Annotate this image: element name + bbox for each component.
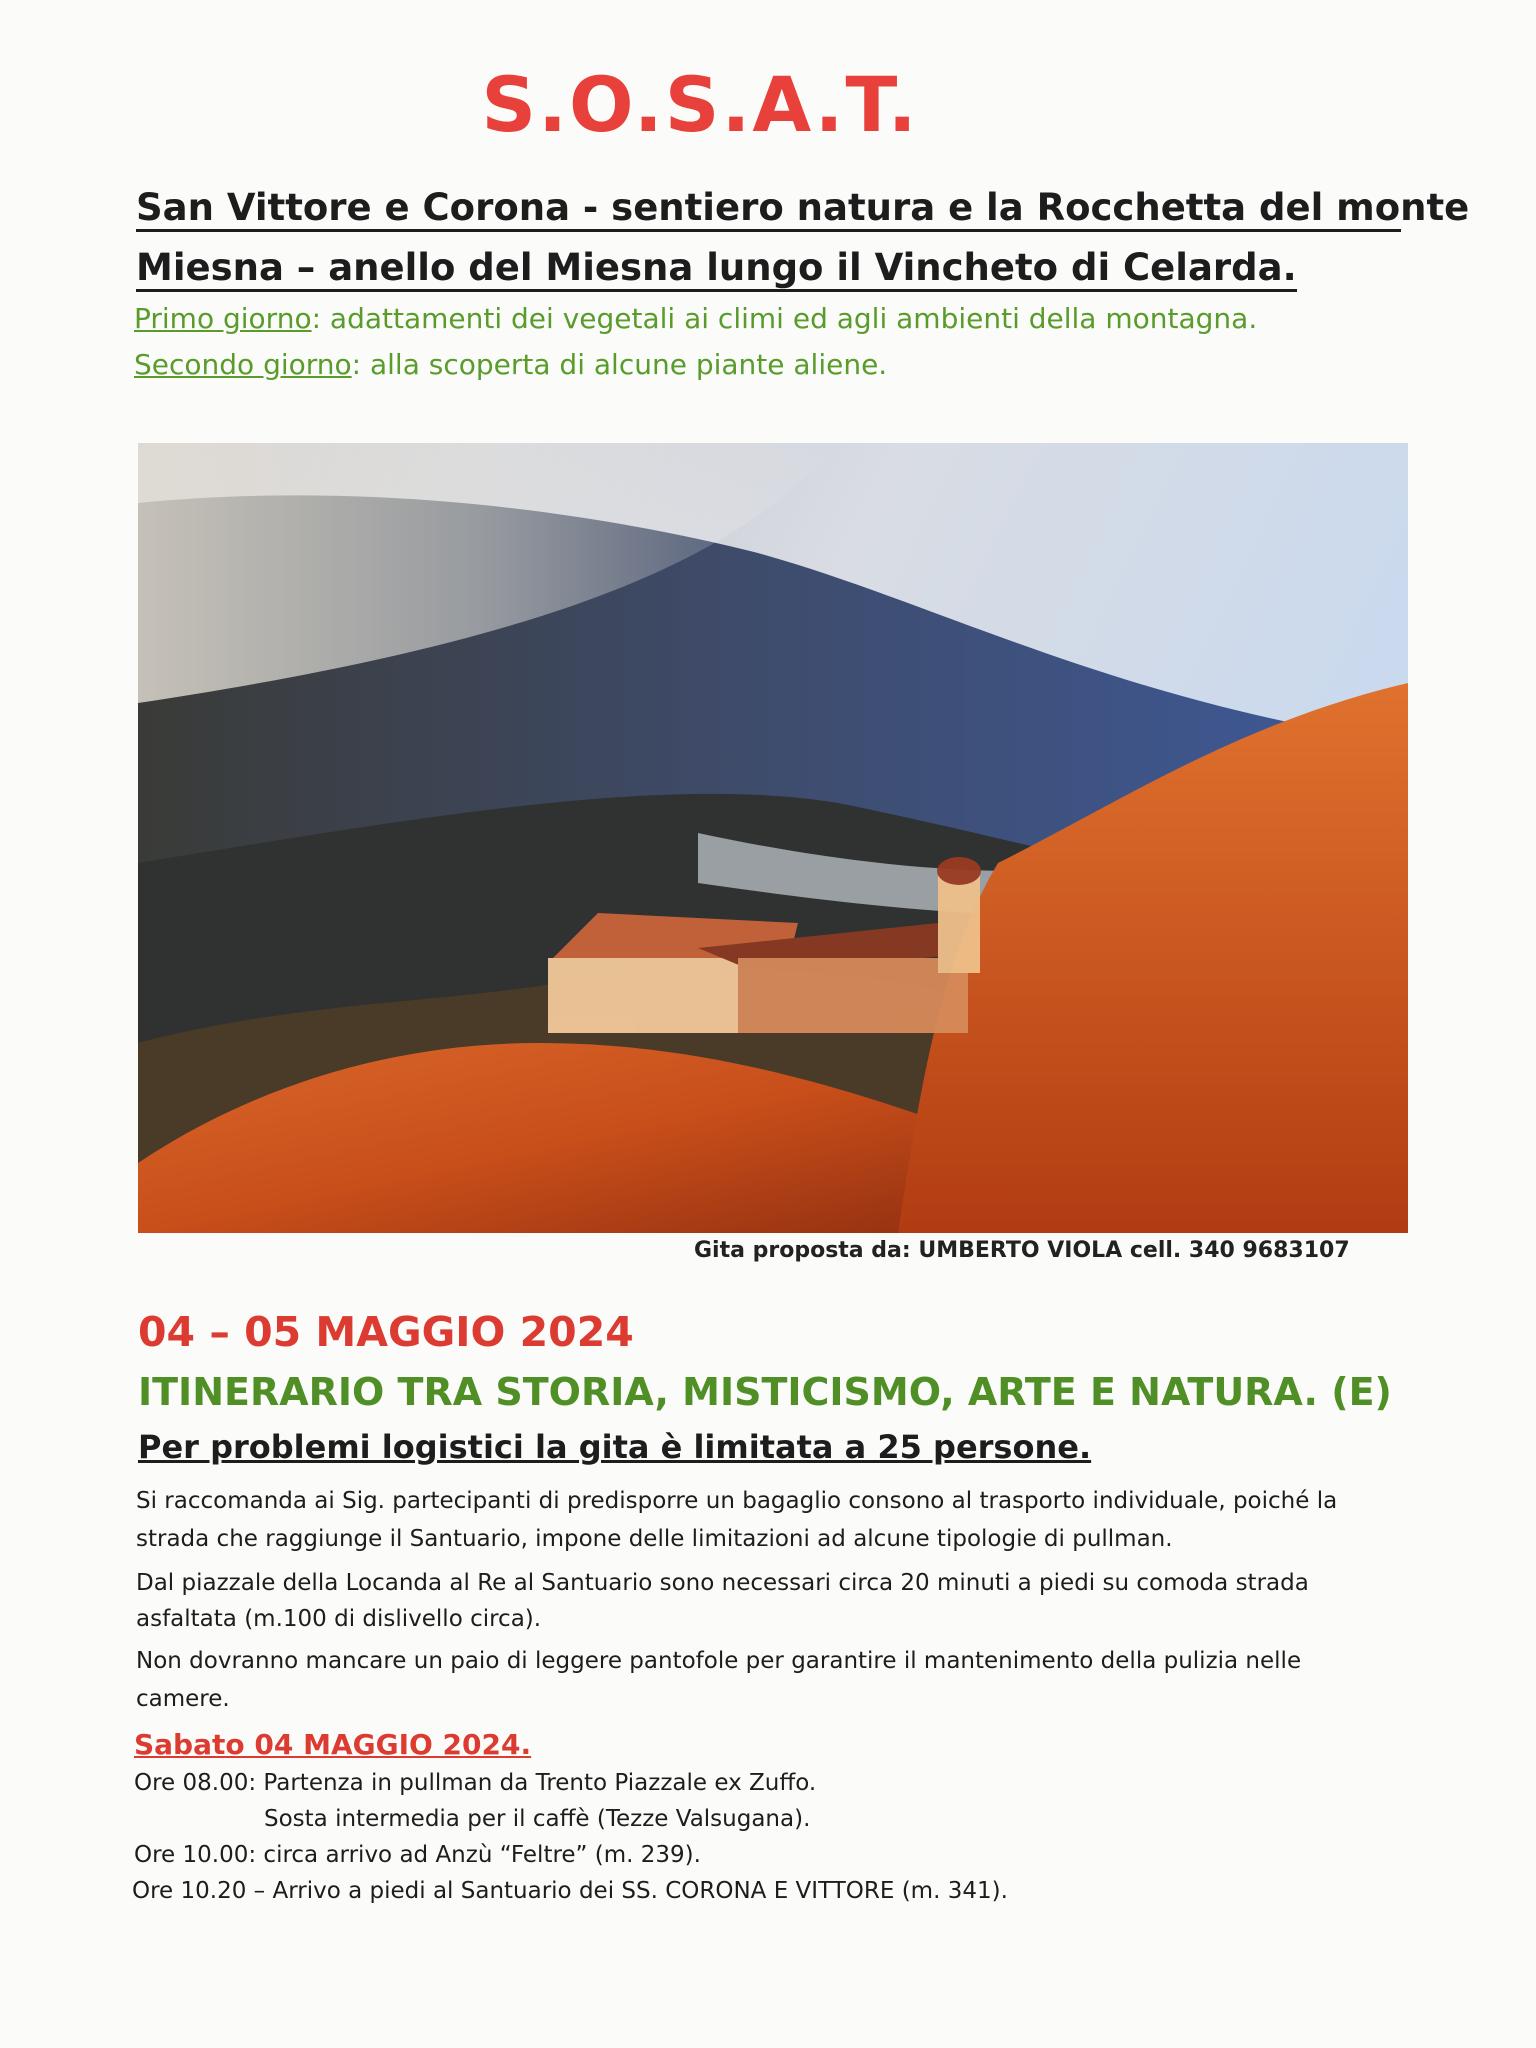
heading-line-2: Miesna – anello del Miesna lungo il Vincheto di Celarda. <box>136 246 1297 292</box>
paragraph-line: Non dovranno mancare un paio di leggere pantofole per garantire il mantenimento della pulizia nelle <box>136 1648 1302 1674</box>
paragraph-line: asfaltata (m.100 di dislivello circa). <box>136 1606 542 1632</box>
saturday-heading: Sabato 04 MAGGIO 2024. <box>134 1728 532 1761</box>
paragraph-line: Si raccomanda ai Sig. partecipanti di predisporre un bagaglio consono al trasporto individuale, poiché la <box>136 1488 1338 1514</box>
event-date: 04 – 05 MAGGIO 2024 <box>138 1308 634 1356</box>
schedule-item: Ore 10.00: circa arrivo ad Anzù “Feltre” (m. 239). <box>134 1842 701 1868</box>
day-one <box>134 302 1257 335</box>
day-two-label: Secondo giorno <box>134 348 352 381</box>
schedule-item: Sosta intermedia per il caffè (Tezze Valsugana). <box>264 1806 811 1832</box>
trip-credit: Gita proposta da: UMBERTO VIOLA cell. 340 9683107 <box>694 1238 1350 1263</box>
participant-limit: Per problemi logistici la gita è limitata a 25 persone. <box>138 1428 1092 1466</box>
day-two <box>134 348 887 381</box>
sanctuary-photo <box>138 443 1408 1233</box>
paragraph-line: Dal piazzale della Locanda al Re al Santuario sono necessari circa 20 minuti a piedi su comoda strada <box>136 1570 1309 1596</box>
page-title: S.O.S.A.T. <box>481 60 919 149</box>
paragraph-line: camere. <box>136 1686 230 1712</box>
schedule-item: Ore 08.00: Partenza in pullman da Trento Piazzale ex Zuffo. <box>134 1770 817 1796</box>
day-two-text: : alla scoperta di alcune piante aliene. <box>351 348 888 381</box>
day-one-label: Primo giorno <box>134 302 312 335</box>
paragraph-line: strada che raggiunge il Santuario, impone delle limitazioni ad alcune tipologie di pullman. <box>136 1526 1173 1552</box>
heading-line-1: San Vittore e Corona - sentiero natura e la Rocchetta del monte <box>136 186 1401 232</box>
day-one-text: : adattamenti dei vegetali ai climi ed agli ambienti della montagna. <box>311 302 1258 335</box>
itinerary-heading: ITINERARIO TRA STORIA, MISTICISMO, ARTE E NATURA. (E) <box>138 1370 1392 1414</box>
schedule-item: Ore 10.20 – Arrivo a piedi al Santuario dei SS. CORONA E VITTORE (m. 341). <box>132 1878 1008 1904</box>
